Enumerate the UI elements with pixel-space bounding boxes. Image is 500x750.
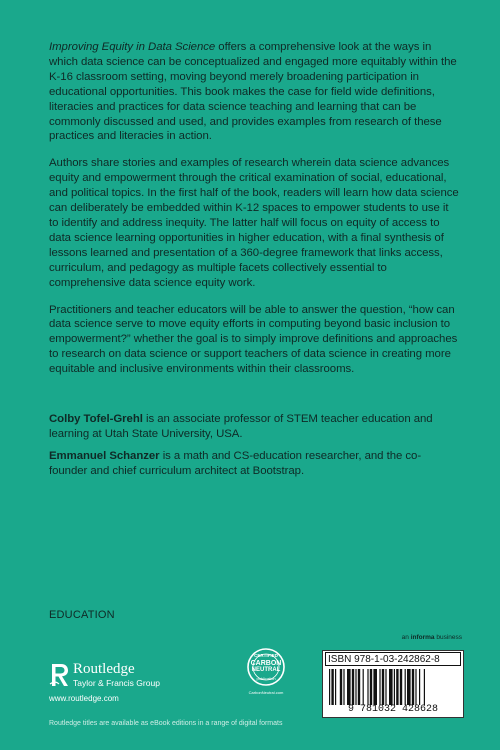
informa-prefix: an bbox=[401, 634, 411, 641]
publisher-name: Routledge bbox=[73, 661, 135, 677]
barcode-box bbox=[322, 650, 464, 718]
category-label: EDUCATION bbox=[49, 609, 115, 621]
blurb bbox=[49, 40, 459, 486]
description-paragraph-2: Authors share stories and examples of research wherein data science advances equity and empowerment through the critical examination of social, educational, and political topics. In the first half of the book, readers will learn how data science can deliberately be embedded within K-12 spaces to empower students to use it to identify and address inequity. The latter half will focus on equity of access to data science learning opportunities in higher education, with a final synthesis of lessons learned and presentation of a 360-degree framework that links access, curriculum, and pedagogy as multiple facets collectively essential to comprehensive data science equity work. bbox=[49, 157, 459, 289]
carbon-neutral-seal bbox=[246, 647, 286, 707]
carbon-line-4: publication bbox=[256, 676, 276, 681]
author-name: Emmanuel Schanzer bbox=[49, 449, 160, 462]
carbon-line-1: CERTIFIED bbox=[254, 653, 278, 658]
isbn-label: ISBN 978-1-03-242862-8 bbox=[325, 652, 461, 666]
barcode-bars bbox=[329, 669, 457, 705]
carbon-line-3: NEUTRAL bbox=[251, 667, 281, 673]
publisher-url[interactable]: www.routledge.com bbox=[49, 694, 119, 703]
barcode-number: 9 781032 428628 bbox=[347, 704, 438, 715]
carbon-line-2: CARBON bbox=[250, 660, 282, 667]
author-bio-text: is an associate professor of STEM teacher education and learning at Utah State University, USA. bbox=[49, 413, 433, 440]
publisher-group: Taylor & Francis Group bbox=[73, 678, 160, 688]
description-text: offers a comprehensive look at the ways in which data science can be conceptualized and engaged more equitably within the K-16 classroom setting, moving beyond merely broadening participation in educational opportunities. This book makes the case for field wide definitions, literacies and practices for data science teaching and learning that can be commonly discussed and used, and provides examples from research of these practices and literacies in action. bbox=[49, 41, 457, 143]
publisher-logo[interactable] bbox=[49, 660, 189, 703]
description-paragraph-1 bbox=[49, 40, 459, 144]
description-paragraph-3: Practitioners and teacher educators will be able to answer the question, “how can data science serve to move equity efforts in computing beyond basic inclusion to empowerment?” whether the goal is to simply improve definitions and approaches to research on data science or support teachers of data science in creating more equitable and inclusive environments within their classrooms. bbox=[49, 303, 458, 376]
routledge-r-logo-icon bbox=[49, 662, 71, 688]
informa-note bbox=[322, 634, 462, 641]
author-bio-1 bbox=[49, 412, 459, 442]
ebook-note: Routledge titles are available as eBook editions in a range of digital formats bbox=[49, 720, 283, 727]
author-bio-text: is a math and CS-education researcher, and the co-founder and chief curriculum architect at Bootstrap. bbox=[49, 449, 422, 477]
author-bio-2 bbox=[49, 449, 459, 479]
author-name: Colby Tofel-Grehl bbox=[49, 413, 143, 426]
carbon-line-5: CarbonNeutral.com bbox=[248, 690, 284, 695]
informa-brand: informa bbox=[410, 634, 435, 641]
informa-suffix: business bbox=[434, 634, 462, 641]
book-title: Improving Equity in Data Science bbox=[49, 41, 216, 53]
